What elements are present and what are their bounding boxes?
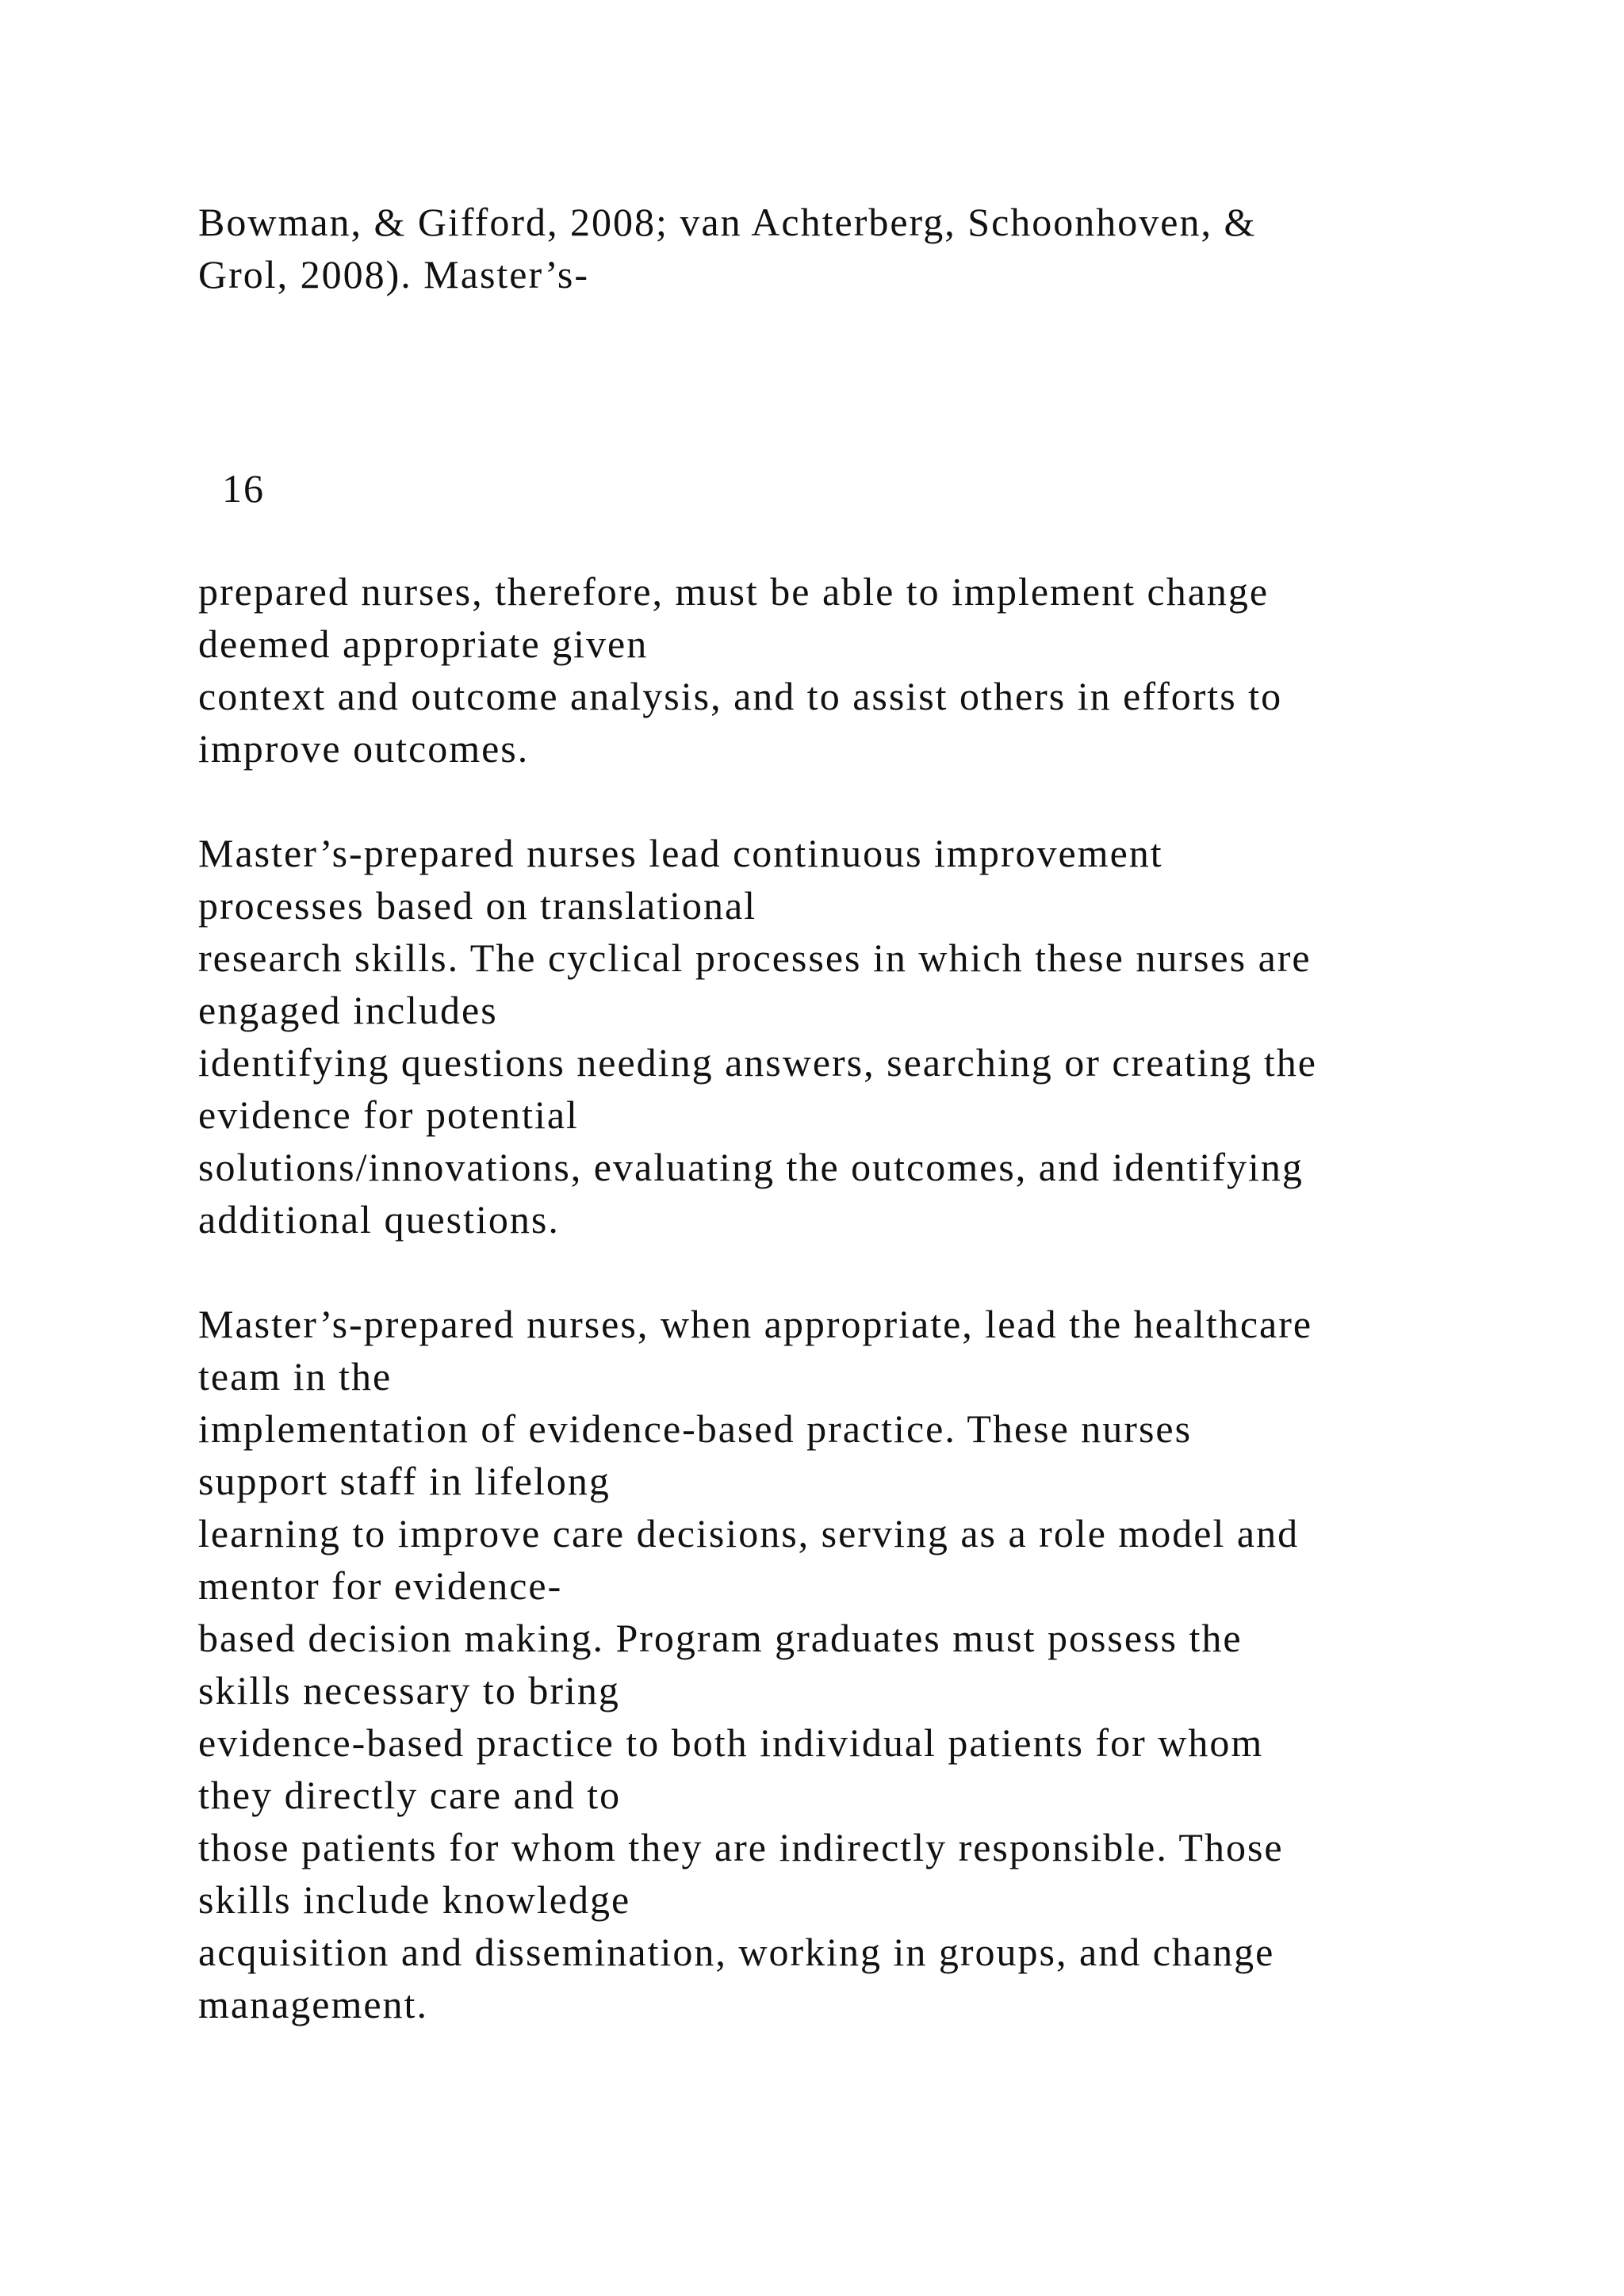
text-line: improve outcomes.: [198, 726, 530, 771]
text-line: research skills. The cyclical processes in which these nurses are: [198, 936, 1312, 980]
text-line: prepared nurses, therefore, must be able to implement change: [198, 569, 1270, 614]
text-line: those patients for whom they are indirectly responsible. Those: [198, 1825, 1284, 1869]
text-line: Grol, 2008). Master’s-: [198, 252, 589, 297]
text-line: acquisition and dissemination, working in groups, and change: [198, 1930, 1275, 1974]
text-line: engaged includes: [198, 988, 498, 1032]
text-line: context and outcome analysis, and to assist others in efforts to: [198, 674, 1283, 718]
text-line: Bowman, & Gifford, 2008; van Achterberg, Schoonhoven, &: [198, 200, 1257, 244]
text-line: mentor for evidence-: [198, 1563, 563, 1608]
text-line: implementation of evidence-based practice. These nurses: [198, 1406, 1193, 1451]
text-line: learning to improve care decisions, serving as a role model and: [198, 1511, 1300, 1556]
text-line: skills include knowledge: [198, 1877, 631, 1922]
text-line: team in the: [198, 1354, 393, 1399]
text-line: additional questions.: [198, 1197, 560, 1242]
text-line: skills necessary to bring: [198, 1668, 620, 1712]
text-line: evidence for potential: [198, 1093, 579, 1137]
text-line: processes based on translational: [198, 883, 757, 928]
text-line: deemed appropriate given: [198, 622, 649, 666]
text-line: based decision making. Program graduates must possess the: [198, 1616, 1243, 1660]
text-line: support staff in lifelong: [198, 1459, 611, 1503]
text-line: solutions/innovations, evaluating the outcomes, and identifying: [198, 1145, 1304, 1189]
text-line: evidence-based practice to both individual patients for whom: [198, 1720, 1264, 1765]
text-line: Master’s-prepared nurses lead continuous improvement: [198, 831, 1163, 875]
page-number: 16: [222, 466, 265, 511]
text-line: Master’s-prepared nurses, when appropriate, lead the healthcare: [198, 1302, 1313, 1346]
text-line: identifying questions needing answers, searching or creating the: [198, 1040, 1317, 1085]
text-line: management.: [198, 1982, 428, 2026]
text-line: they directly care and to: [198, 1773, 622, 1817]
